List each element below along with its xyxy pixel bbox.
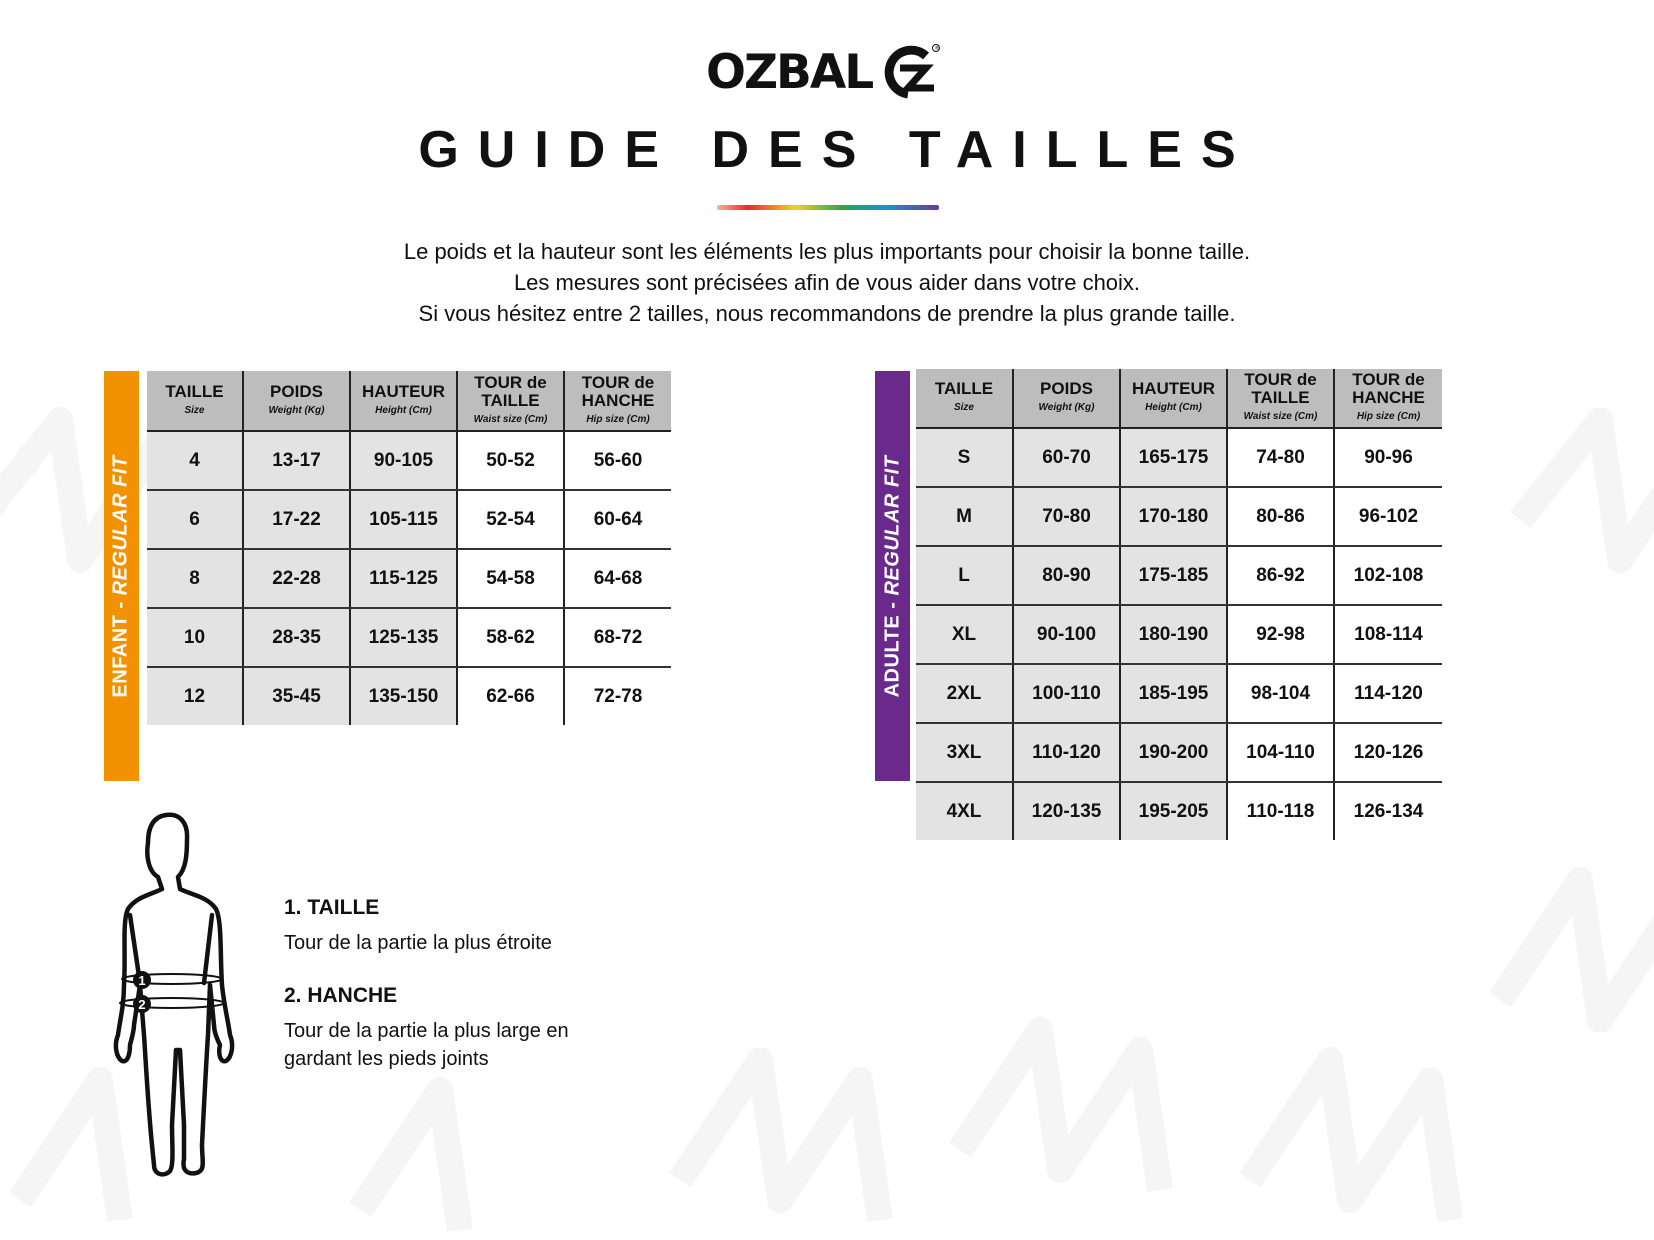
cell-size: 12 — [147, 667, 243, 725]
cell-weight: 100-110 — [1013, 664, 1120, 723]
cell-waist: 80-86 — [1227, 487, 1334, 546]
cell-size: XL — [916, 605, 1013, 664]
cell-waist: 50-52 — [457, 431, 564, 490]
cell-height: 135-150 — [350, 667, 457, 725]
cell-waist: 52-54 — [457, 490, 564, 549]
cell-hip: 64-68 — [564, 549, 671, 608]
cell-hip: 126-134 — [1334, 782, 1442, 840]
intro-line: Le poids et la hauteur sont les éléments les plus importants pour choisir la bonne taille. — [403, 239, 1251, 264]
cell-weight: 90-100 — [1013, 605, 1120, 664]
column-header-height: HAUTEUR Height (Cm) — [1120, 369, 1227, 428]
page-title: GUIDE DES TAILLES — [418, 121, 1255, 179]
cell-hip: 114-120 — [1334, 664, 1442, 723]
column-header-weight: POIDS Weight (Kg) — [243, 371, 350, 431]
table-row — [916, 546, 1442, 605]
cell-height: 165-175 — [1120, 428, 1227, 487]
cell-waist: 98-104 — [1227, 664, 1334, 723]
table-row — [916, 487, 1442, 546]
cell-hip: 102-108 — [1334, 546, 1442, 605]
cell-weight: 80-90 — [1013, 546, 1120, 605]
legend-description: Tour de la partie la plus étroite — [284, 932, 552, 954]
cell-height: 195-205 — [1120, 782, 1227, 840]
cell-size: 3XL — [916, 723, 1013, 782]
cell-waist: 92-98 — [1227, 605, 1334, 664]
adult-category-label: ADULTE - REGULAR FIT — [881, 455, 903, 697]
cell-height: 175-185 — [1120, 546, 1227, 605]
cell-waist: 54-58 — [457, 549, 564, 608]
cell-size: S — [916, 428, 1013, 487]
cell-height: 185-195 — [1120, 664, 1227, 723]
legend-hip — [284, 983, 684, 1073]
cell-waist: 58-62 — [457, 608, 564, 667]
cell-size: 6 — [147, 490, 243, 549]
cell-hip: 60-64 — [564, 490, 671, 549]
cell-hip: 72-78 — [564, 667, 671, 725]
cell-weight: 17-22 — [243, 490, 350, 549]
measurement-legend — [284, 895, 684, 1073]
cell-size: 4XL — [916, 782, 1013, 840]
table-row — [916, 428, 1442, 487]
cell-weight: 13-17 — [243, 431, 350, 490]
kid-category-label: ENFANT - REGULAR FIT — [110, 454, 132, 698]
cell-weight: 110-120 — [1013, 723, 1120, 782]
table-row — [916, 723, 1442, 782]
cell-height: 190-200 — [1120, 723, 1227, 782]
cell-waist: 74-80 — [1227, 428, 1334, 487]
cell-height: 125-135 — [350, 608, 457, 667]
cell-waist: 110-118 — [1227, 782, 1334, 840]
table-row — [147, 431, 671, 490]
table-header-row — [147, 371, 671, 431]
cell-waist: 104-110 — [1227, 723, 1334, 782]
cell-hip: 56-60 — [564, 431, 671, 490]
column-header-size: TAILLE Size — [147, 371, 243, 431]
table-row — [916, 605, 1442, 664]
column-header-waist: TOUR de TAILLE Waist size (Cm) — [1227, 369, 1334, 428]
cell-weight: 22-28 — [243, 549, 350, 608]
legend-description: Tour de la partie la plus large en gardant les pieds joints — [284, 1020, 569, 1070]
column-header-size: TAILLE Size — [916, 369, 1013, 428]
cell-size: 10 — [147, 608, 243, 667]
intro-text — [0, 236, 1654, 329]
cell-weight: 35-45 — [243, 667, 350, 725]
cell-hip: 68-72 — [564, 608, 671, 667]
table-row — [147, 608, 671, 667]
cell-weight: 120-135 — [1013, 782, 1120, 840]
measurement-marker-2 — [133, 995, 151, 1013]
legend-title: 2. HANCHE — [284, 984, 398, 1007]
intro-line: Si vous hésitez entre 2 tailles, nous recommandons de prendre la plus grande taille. — [418, 301, 1236, 326]
table-row — [916, 782, 1442, 840]
cell-hip: 120-126 — [1334, 723, 1442, 782]
cell-weight: 70-80 — [1013, 487, 1120, 546]
column-header-hip: TOUR de HANCHE Hip size (Cm) — [564, 371, 671, 431]
intro-line: Les mesures sont précisées afin de vous aider dans votre choix. — [513, 270, 1141, 295]
cell-size: L — [916, 546, 1013, 605]
brand-logo — [706, 42, 950, 102]
cell-hip: 108-114 — [1334, 605, 1442, 664]
body-silhouette-icon — [100, 805, 240, 1185]
ozbal-oz-mark-icon — [876, 42, 942, 102]
adult-category-bar — [875, 371, 910, 781]
table-row — [147, 549, 671, 608]
cell-weight: 60-70 — [1013, 428, 1120, 487]
cell-waist: 62-66 — [457, 667, 564, 725]
cell-hip: 96-102 — [1334, 487, 1442, 546]
svg-text:®: ® — [934, 46, 940, 52]
table-row — [916, 664, 1442, 723]
table-row — [147, 490, 671, 549]
cell-waist: 86-92 — [1227, 546, 1334, 605]
column-header-height: HAUTEUR Height (Cm) — [350, 371, 457, 431]
brand-name: OZBAL — [706, 44, 873, 100]
cell-hip: 90-96 — [1334, 428, 1442, 487]
cell-weight: 28-35 — [243, 608, 350, 667]
measurement-marker-1 — [133, 971, 151, 989]
cell-height: 170-180 — [1120, 487, 1227, 546]
cell-height: 105-115 — [350, 490, 457, 549]
column-header-weight: POIDS Weight (Kg) — [1013, 369, 1120, 428]
cell-height: 180-190 — [1120, 605, 1227, 664]
legend-title: 1. TAILLE — [284, 896, 380, 919]
table-row — [147, 667, 671, 725]
kid-size-table — [147, 371, 671, 725]
adult-size-table — [916, 369, 1442, 840]
table-header-row — [916, 369, 1442, 428]
cell-height: 115-125 — [350, 549, 457, 608]
cell-size: M — [916, 487, 1013, 546]
cell-size: 4 — [147, 431, 243, 490]
cell-size: 8 — [147, 549, 243, 608]
column-header-hip: TOUR de HANCHE Hip size (Cm) — [1334, 369, 1442, 428]
cell-size: 2XL — [916, 664, 1013, 723]
svg-text:1: 1 — [138, 973, 146, 988]
column-header-waist: TOUR de TAILLE Waist size (Cm) — [457, 371, 564, 431]
kid-category-bar — [104, 371, 139, 781]
legend-waist — [284, 895, 684, 957]
rainbow-divider — [717, 205, 939, 210]
svg-text:2: 2 — [138, 997, 146, 1012]
cell-height: 90-105 — [350, 431, 457, 490]
